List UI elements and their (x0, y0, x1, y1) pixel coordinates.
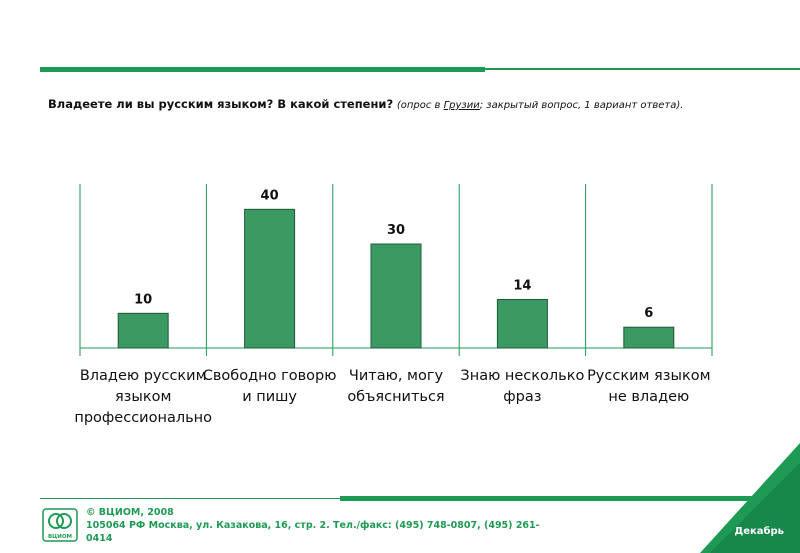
category-label: Русским языком не владею (587, 368, 711, 405)
vciom-logo-icon (42, 508, 78, 542)
bar (245, 209, 295, 348)
category-label: Читаю, могу объясниться (347, 368, 445, 405)
logo-text: ВЦИОМ (47, 534, 73, 540)
bar-value-label: 14 (513, 278, 532, 294)
question-text: Владеете ли вы русским языком? В какой степени? (48, 97, 394, 111)
bar (497, 299, 547, 348)
footer-address-cont: 0414 (86, 533, 113, 544)
question-note: (опрос в Грузии; закрытый вопрос, 1 вариант ответа). (396, 100, 684, 111)
bar-value-label: 6 (644, 306, 654, 322)
footer-address: 105064 РФ Москва, ул. Казакова, 16, стр. 2. Тел./факс: (495) 748-0807, (495) 261- (86, 520, 540, 531)
bar-value-label: 10 (134, 292, 153, 308)
footer-month: Декабрь (734, 526, 784, 537)
footer-info (86, 506, 540, 545)
bar (371, 244, 421, 348)
category-label: Свободно говорю и пишу (202, 368, 337, 405)
bar (118, 313, 168, 348)
category-label: Владею русским языком профессионально (74, 368, 213, 426)
bar-value-label: 30 (386, 223, 406, 238)
bar-value-label: 40 (260, 188, 279, 204)
category-label: Знаю несколько фраз (460, 368, 585, 405)
footer-copyright: © ВЦИОМ, 2008 (86, 507, 174, 518)
bottom-divider-thick (340, 496, 760, 501)
question-country: Грузии (443, 100, 480, 111)
bar (624, 327, 674, 348)
bottom-divider-thin (40, 498, 340, 499)
